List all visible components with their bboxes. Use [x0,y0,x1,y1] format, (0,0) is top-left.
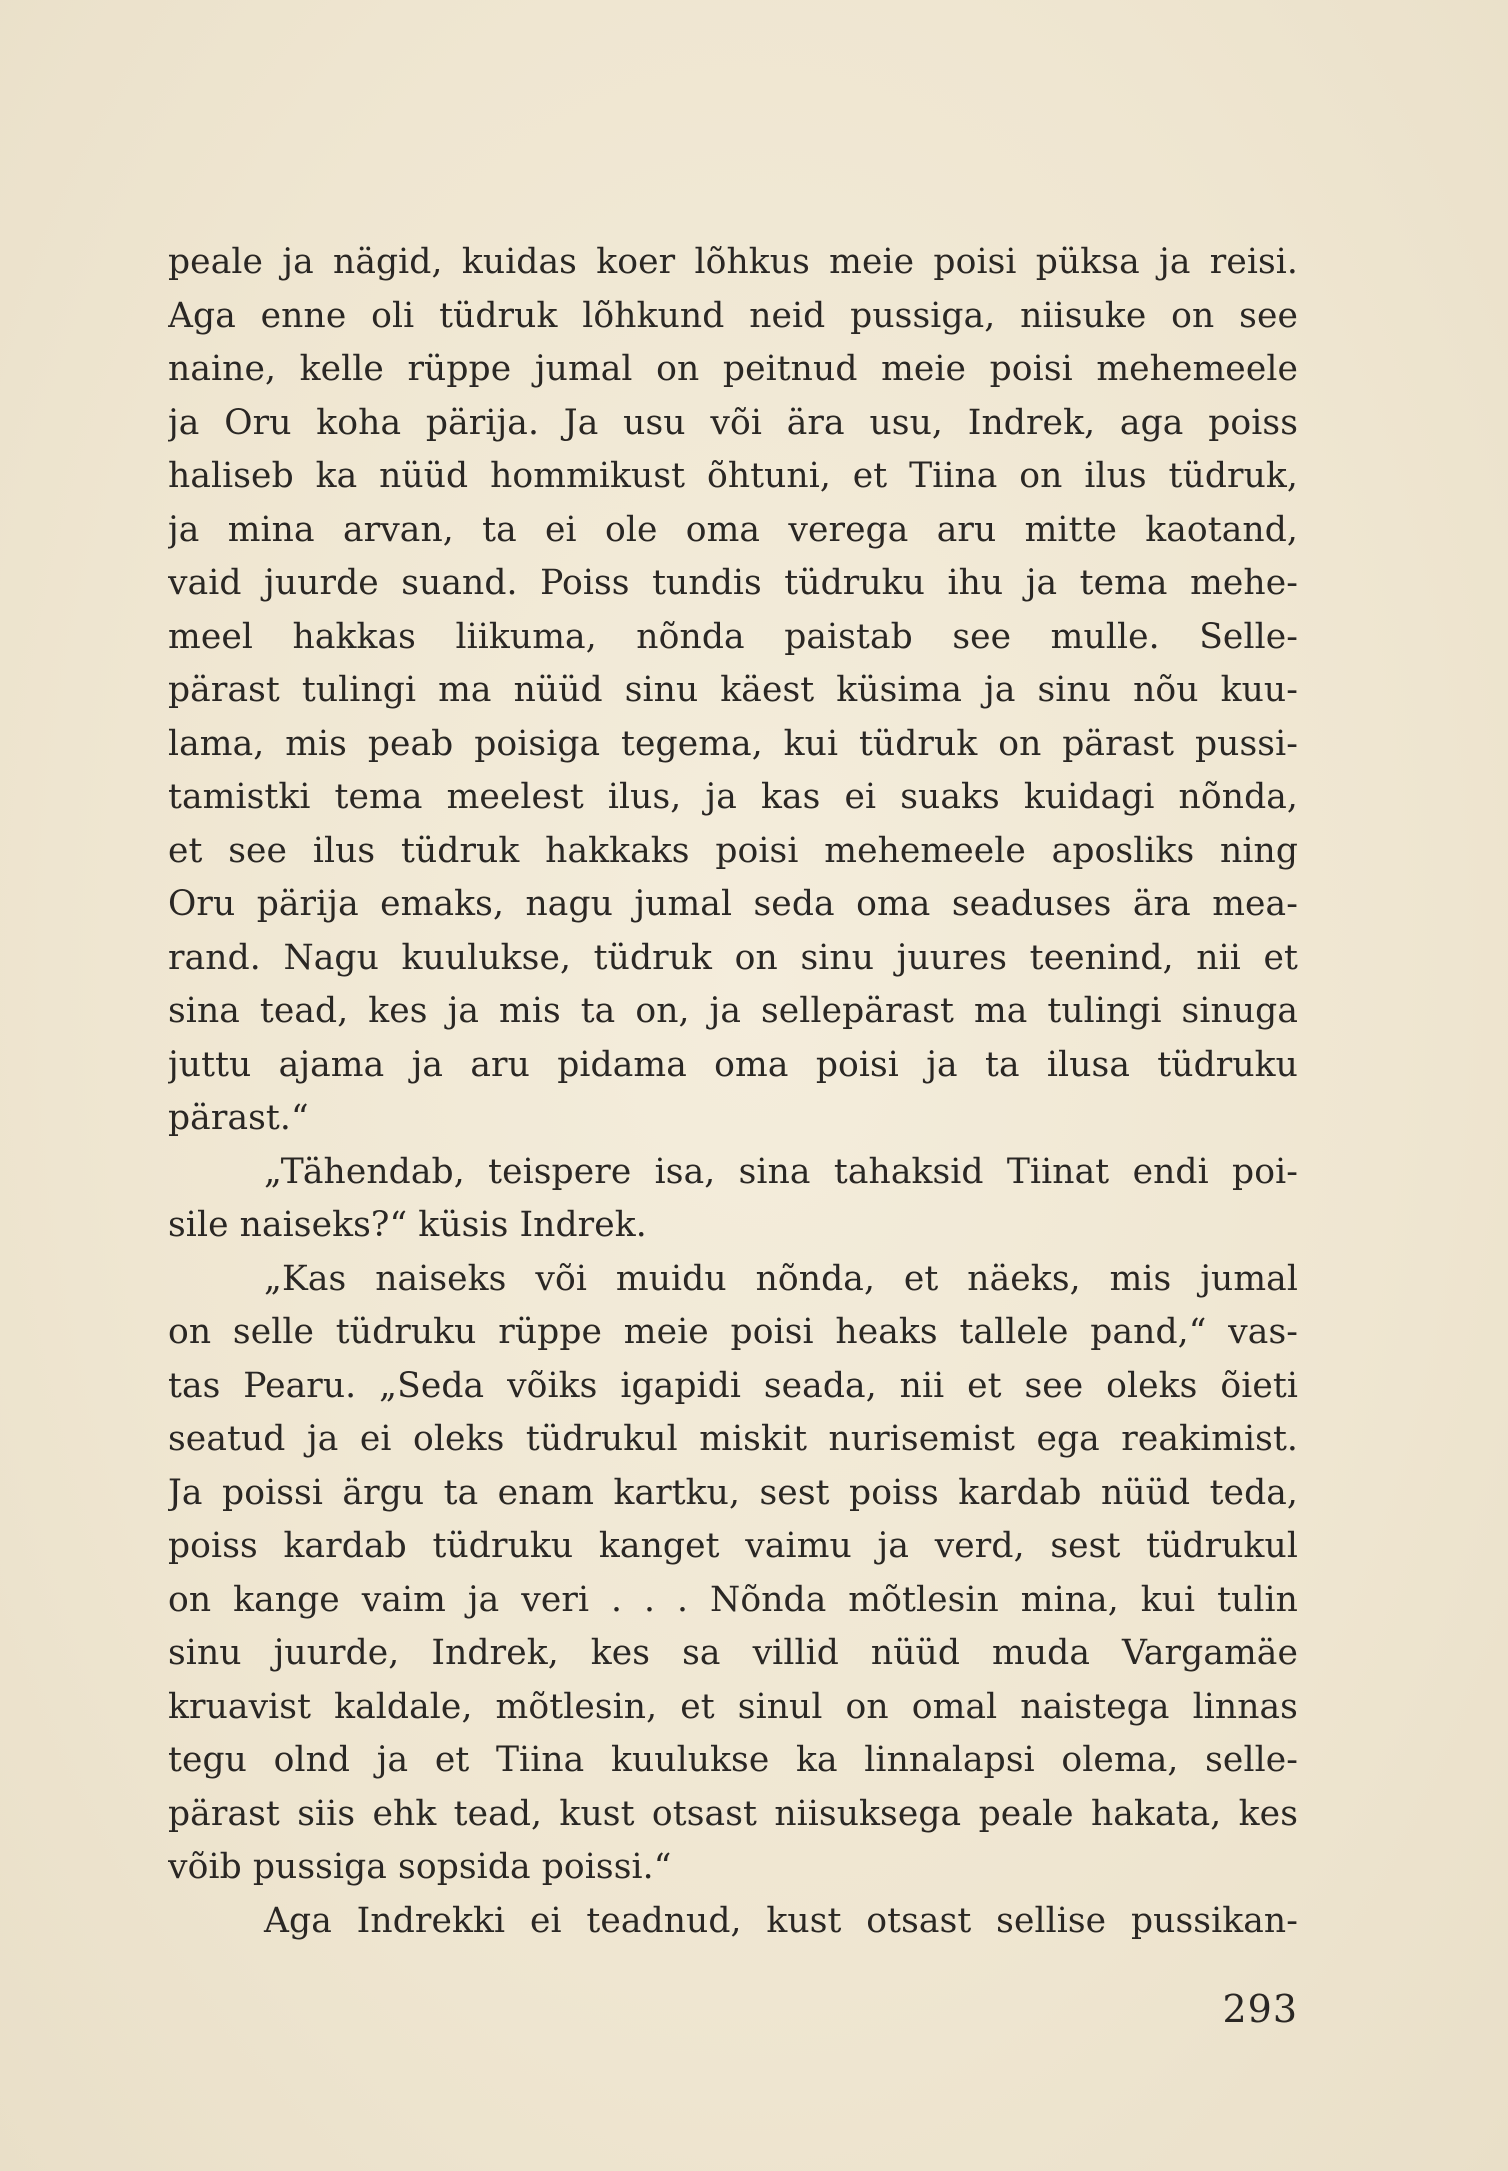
text-line: juttu ajama ja aru pidama oma poisi ja ta ilusa tüdruku [168,1044,1298,1085]
text-line: Ja poissi ärgu ta enam kartku, sest poiss kardab nüüd teda, [168,1472,1298,1513]
text-line: kruavist kaldale, mõtlesin, et sinul on omal naistega linnas [168,1686,1298,1727]
text-line: sile naiseks?“ küsis Indrek. [168,1205,647,1245]
text-line: peale ja nägid, kuidas koer lõhkus meie poisi püksa ja reisi. [168,242,1298,282]
text-line: haliseb ka nüüd hommikust õhtuni, et Tiina on ilus tüdruk, [168,456,1298,496]
text-line: ja Oru koha pärija. Ja usu või ära usu, Indrek, aga poiss [168,402,1298,443]
text-line: naine, kelle rüppe jumal on peitnud meie poisi mehemeele [168,349,1298,389]
text-line: meel hakkas liikuma, nõnda paistab see mulle. Selle- [168,616,1298,657]
text-line: tas Pearu. „Seda võiks igapidi seada, nii et see oleks õieti [168,1365,1298,1406]
body-text [168,236,1298,1948]
text-line: sina tead, kes ja mis ta on, ja sellepärast ma tulingi sinuga [168,991,1298,1031]
text-line: tamistki tema meelest ilus, ja kas ei suaks kuidagi nõnda, [168,777,1298,817]
text-line: poiss kardab tüdruku kanget vaimu ja verd, sest tüdrukul [168,1526,1298,1566]
text-line: võib pussiga sopsida poissi.“ [168,1847,672,1887]
text-line: et see ilus tüdruk hakkaks poisi mehemeele aposliks ning [168,830,1298,871]
text-line: vaid juurde suand. Poiss tundis tüdruku ihu ja tema mehe- [168,563,1298,603]
text-line: pärast siis ehk tead, kust otsast niisuksega peale hakata, kes [168,1793,1298,1834]
text-line: rand. Nagu kuulukse, tüdruk on sinu juures teenind, nii et [168,937,1298,978]
text-line: seatud ja ei oleks tüdrukul miskit nurisemist ega reakimist. [168,1419,1298,1459]
text-line: ja mina arvan, ta ei ole oma verega aru mitte kaotand, [168,509,1298,550]
text-line: „Kas naiseks või muidu nõnda, et näeks, mis jumal [264,1258,1298,1299]
text-line: on kange vaim ja veri . . . Nõnda mõtlesin mina, kui tulin [168,1579,1298,1620]
text-line: sinu juurde, Indrek, kes sa villid nüüd muda Vargamäe [168,1633,1298,1673]
text-line: „Tähendab, teispere isa, sina tahaksid Tiinat endi poi- [264,1151,1298,1192]
text-line: tegu olnd ja et Tiina kuulukse ka linnalapsi olema, selle- [168,1740,1298,1780]
text-line: Aga enne oli tüdruk lõhkund neid pussiga, niisuke on see [168,295,1298,336]
text-line: Oru pärija emaks, nagu jumal seda oma seaduses ära mea- [168,884,1298,924]
text-line: pärast tulingi ma nüüd sinu käest küsima ja sinu nõu kuu- [168,670,1298,710]
text-line: pärast.“ [168,1098,309,1138]
text-line: lama, mis peab poisiga tegema, kui tüdruk on pärast pussi- [168,723,1298,764]
page-number: 293 [1222,1987,1298,2031]
text-line: Aga Indrekki ei teadnud, kust otsast sellise pussikan- [264,1900,1298,1941]
text-line: on selle tüdruku rüppe meie poisi heaks tallele pand,“ vas- [168,1312,1298,1352]
